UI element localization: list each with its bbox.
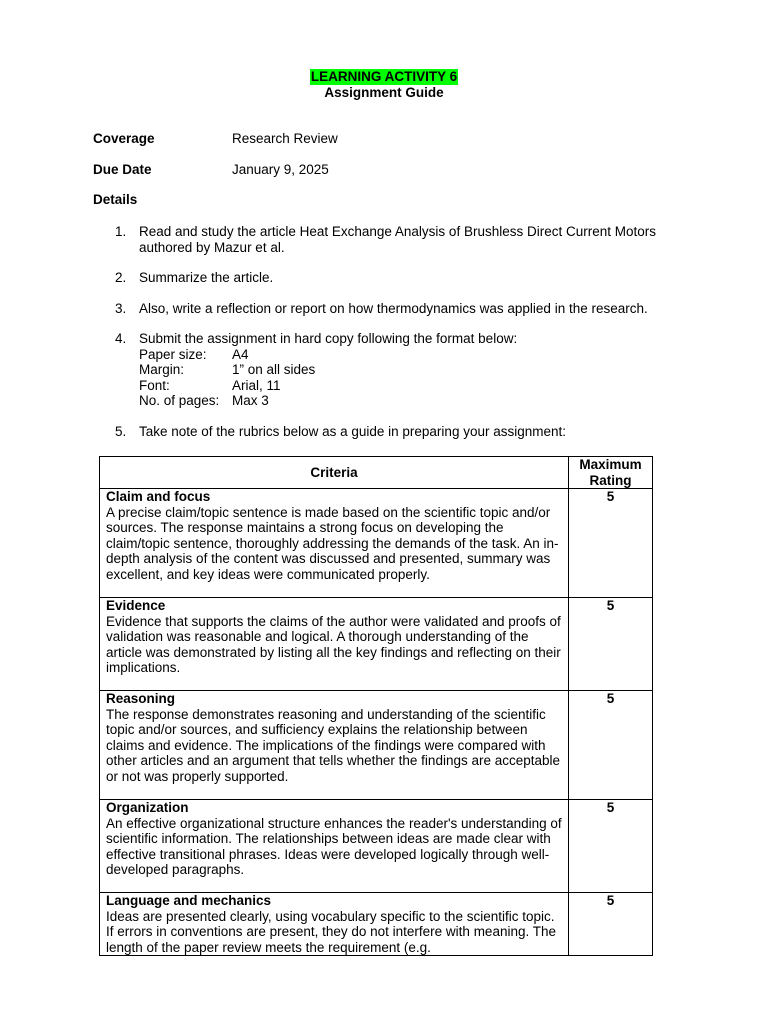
criteria-description: Evidence that supports the claims of the author were validated and proofs of validation was reasonable and logical. A thorough understanding of the article was demonstrated by listing all the key findings and reflecting on their implications. [106, 613, 561, 675]
format-value: Max 3 [232, 393, 269, 408]
list-item [115, 270, 695, 286]
step-text: Read and study the article Heat Exchange Analysis of Brushless Direct Current Motors authored by Mazur et al. [139, 224, 656, 255]
step-number: 3. [115, 300, 127, 316]
format-key: No. of pages: [139, 393, 220, 408]
title-block [0, 69, 768, 101]
criteria-description: The response demonstrates reasoning and understanding of the scientific topic and/or sources, and sufficiency explains the relationship between claims and evidence. The implications of the findings were compared with other articles and an argument that tells whether the findings are acceptable or not was properly supported. [106, 706, 561, 784]
due-date-value: January 9, 2025 [232, 162, 329, 177]
step-text: Summarize the article. [139, 270, 274, 285]
criteria-title: Claim and focus [106, 489, 211, 504]
rating-header: Maximum Rating [569, 457, 653, 489]
rating-cell: 5 [569, 489, 653, 598]
steps-list [115, 224, 695, 454]
list-item [115, 301, 695, 317]
rubric-header-row [100, 457, 653, 489]
due-date-label: Due Date [93, 162, 152, 177]
criteria-description: An effective organizational structure enhances the reader's understanding of scientific information. The relationships between ideas are made clear with effective transitional phrases. Ideas were developed logically through well-developed paragraphs. [106, 815, 562, 877]
criteria-title: Evidence [106, 598, 166, 613]
format-value: Arial, 11 [232, 377, 281, 393]
criteria-header: Criteria [100, 457, 569, 489]
step-number: 5. [115, 423, 127, 439]
format-spec [139, 347, 695, 409]
table-row [100, 598, 653, 691]
table-row [100, 893, 653, 956]
table-row [100, 800, 653, 893]
criteria-description: Ideas are presented clearly, using vocabulary specific to the scientific topic. If errors in conventions are present, they do not interfere with meaning. The length of the paper review meets the requirement (e.g. [106, 908, 556, 955]
coverage-value: Research Review [232, 131, 338, 146]
criteria-cell [100, 893, 569, 956]
step-number: 1. [115, 224, 127, 239]
step-number: 4. [115, 331, 127, 346]
list-item [115, 331, 695, 409]
step-text: Submit the assignment in hard copy following the format below: [139, 331, 518, 346]
criteria-cell [100, 489, 569, 598]
rating-cell: 5 [569, 893, 653, 956]
details-label: Details [93, 192, 138, 207]
criteria-title: Organization [106, 800, 189, 815]
criteria-description: A precise claim/topic sentence is made based on the scientific topic and/or sources. The response maintains a strong focus on developing the claim/topic sentence, thoroughly addressing the demands of the task. An in-depth analysis of the content was discussed and presented, summary was excellent, and key ideas were communicated properly. [106, 504, 559, 582]
list-item [115, 424, 695, 440]
format-key: Font: [139, 377, 170, 393]
criteria-cell [100, 691, 569, 800]
format-value: 1” on all sides [232, 362, 316, 377]
document-subtitle: Assignment Guide [324, 85, 444, 100]
coverage-row [93, 131, 338, 147]
step-text: Also, write a reflection or report on how thermodynamics was applied in the research. [139, 300, 648, 316]
rating-cell: 5 [569, 800, 653, 893]
criteria-cell [100, 598, 569, 691]
rating-cell: 5 [569, 598, 653, 691]
due-date-row [93, 162, 329, 178]
format-key: Margin: [139, 362, 185, 377]
table-row [100, 691, 653, 800]
rating-cell: 5 [569, 691, 653, 800]
format-value: A4 [232, 346, 249, 362]
criteria-title: Language and mechanics [106, 893, 272, 908]
criteria-cell [100, 800, 569, 893]
criteria-title: Reasoning [106, 691, 176, 706]
rubric-table [99, 456, 653, 956]
format-key: Paper size: [139, 346, 207, 362]
list-item [115, 224, 695, 255]
table-row [100, 489, 653, 598]
document-title: LEARNING ACTIVITY 6 [310, 69, 458, 84]
step-text: Take note of the rubrics below as a guide in preparing your assignment: [139, 423, 566, 439]
coverage-label: Coverage [93, 131, 155, 146]
step-number: 2. [115, 270, 127, 285]
